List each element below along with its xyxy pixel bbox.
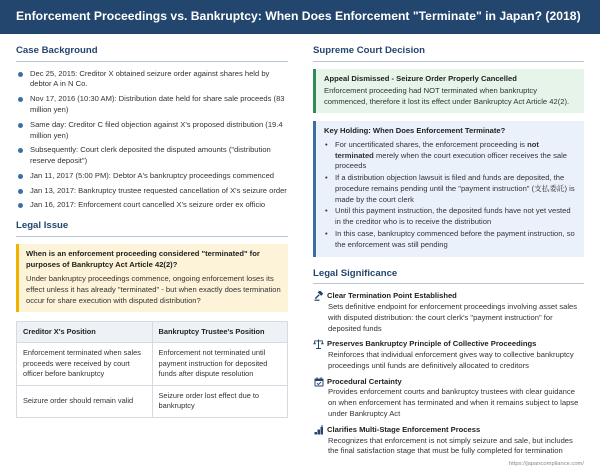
significance-title: Preserves Bankruptcy Principle of Collective Proceedings	[327, 339, 537, 349]
holding-title: Key Holding: When Does Enforcement Terminate?	[324, 125, 506, 135]
list-item: • Until this payment instruction, the deposited funds have not yet vested in the creditor who is to receive the distribution	[324, 206, 576, 228]
significance-text: Reinforces that individual enforcement gives way to collective bankruptcy proceedings until funds are definitively allocated to creditors	[328, 350, 574, 370]
bullet-dot-icon	[18, 203, 23, 208]
table-row	[17, 343, 288, 386]
stairs-icon	[313, 425, 324, 436]
list-item: • In this case, bankruptcy commenced before the payment instruction, so the enforcement was still pending	[324, 229, 576, 251]
bullet-dot-icon	[18, 174, 23, 179]
case-timeline	[16, 69, 288, 212]
footer-url: https://japancompliance.com/	[508, 460, 584, 467]
right-column	[313, 44, 584, 462]
significance-text: Sets definitive endpoint for enforcement proceedings involving asset sales with disputed distribution: the court clerk's "payment instruction" for deposited funds	[328, 301, 578, 333]
page-header	[0, 0, 600, 34]
list-item: • For uncertificated shares, the enforcement proceeding is not terminated merely when the court execution officer receives the sale proceeds	[324, 140, 576, 172]
verdict-box	[313, 69, 584, 113]
table-header-row	[17, 321, 288, 343]
issue-question: When is an enforcement proceeding considered "terminated" for purposes of Bankruptcy Act Article 42(2)?	[26, 248, 260, 269]
emphasis-text: not terminated	[335, 139, 539, 160]
positions-table	[16, 321, 288, 418]
verdict-text: Enforcement proceeding had NOT terminated when bankruptcy commenced, therefore it lost its effect under Bankruptcy Act Article 42(2).	[324, 86, 570, 107]
timeline-item: Same day: Creditor C filed objection against X's proposed distribution (19.4 million yen)	[16, 120, 288, 142]
list-item: • If a distribution objection lawsuit is filed and funds are deposited, the procedure remains pending until the "payment instruction" (支払委託) is made by the court clerk	[324, 173, 576, 205]
legal-issue-heading: Legal Issue	[16, 219, 288, 237]
verdict-title: Appeal Dismissed - Seizure Order Properly Cancelled	[324, 73, 517, 83]
significance-title: Clarifies Multi-Stage Enforcement Process	[327, 424, 481, 434]
page-title: Enforcement Proceedings vs. Bankruptcy: When Does Enforcement "Terminate" in Japan? (2018)	[16, 9, 581, 24]
timeline-item: Dec 25, 2015: Creditor X obtained seizure order against shares held by debtor A in N Co.	[16, 69, 288, 91]
significance-item	[313, 339, 584, 371]
table-cell: Seizure order should remain valid	[17, 385, 153, 417]
significance-title: Clear Termination Point Established	[327, 291, 457, 301]
bullet-dot-icon	[18, 97, 23, 102]
decision-heading: Supreme Court Decision	[313, 44, 584, 62]
table-header-cell: Creditor X's Position	[17, 321, 153, 343]
significance-item	[313, 291, 584, 334]
bullet-dot-icon	[18, 123, 23, 128]
significance-heading: Legal Significance	[313, 267, 584, 285]
bullet-dot-icon	[18, 72, 23, 77]
significance-text: Recognizes that enforcement is not simply seizure and sale, but includes the final satisfaction stage that must be fully completed for termination	[328, 435, 573, 456]
table-row	[17, 385, 288, 417]
legal-issue-box	[16, 244, 288, 312]
case-background-heading: Case Background	[16, 44, 288, 62]
bullet-dot-icon	[18, 189, 23, 194]
table-cell: Enforcement terminated when sales proceeds were received by court officer before bankruptcy	[17, 343, 153, 386]
table-header-cell: Bankruptcy Trustee's Position	[152, 321, 288, 343]
bullet-dot-icon	[18, 148, 23, 153]
timeline-item: Nov 17, 2016 (10:30 AM): Distribution date held for share sale proceeds (83 million yen)	[16, 94, 288, 116]
scales-icon	[313, 339, 324, 350]
significance-item	[313, 425, 584, 457]
table-cell: Enforcement not terminated until payment instruction for deposited funds after dispute resolution	[152, 343, 288, 386]
holding-list	[324, 140, 576, 251]
issue-text: Under bankruptcy proceedings commence, ongoing enforcement loses its effect unless it has already "terminated" - but when exactly does termination occur for share execution with disputed distribution?	[26, 274, 281, 305]
timeline-item: Subsequently: Court clerk deposited the disputed amounts ("distribution reserve deposit")	[16, 145, 288, 167]
significance-item	[313, 377, 584, 420]
calendar-icon	[313, 377, 324, 388]
timeline-item: Jan 16, 2017: Enforcement court cancelled X's seizure order ex officio	[16, 200, 288, 211]
table-cell: Seizure order lost effect due to bankruptcy	[152, 385, 288, 417]
significance-text: Provides enforcement courts and bankruptcy trustees with clear guidance on when enforcement has terminated and when it remains subject to lapse under Bankruptcy Act	[328, 387, 579, 418]
left-column	[16, 44, 288, 418]
key-holding-box	[313, 121, 584, 257]
timeline-item: Jan 11, 2017 (5:00 PM): Debtor A's bankruptcy proceedings commenced	[16, 171, 288, 182]
gavel-icon	[313, 291, 324, 302]
timeline-item: Jan 13, 2017: Bankruptcy trustee requested cancellation of X's seizure order	[16, 186, 288, 197]
significance-title: Procedural Certainty	[327, 376, 402, 386]
